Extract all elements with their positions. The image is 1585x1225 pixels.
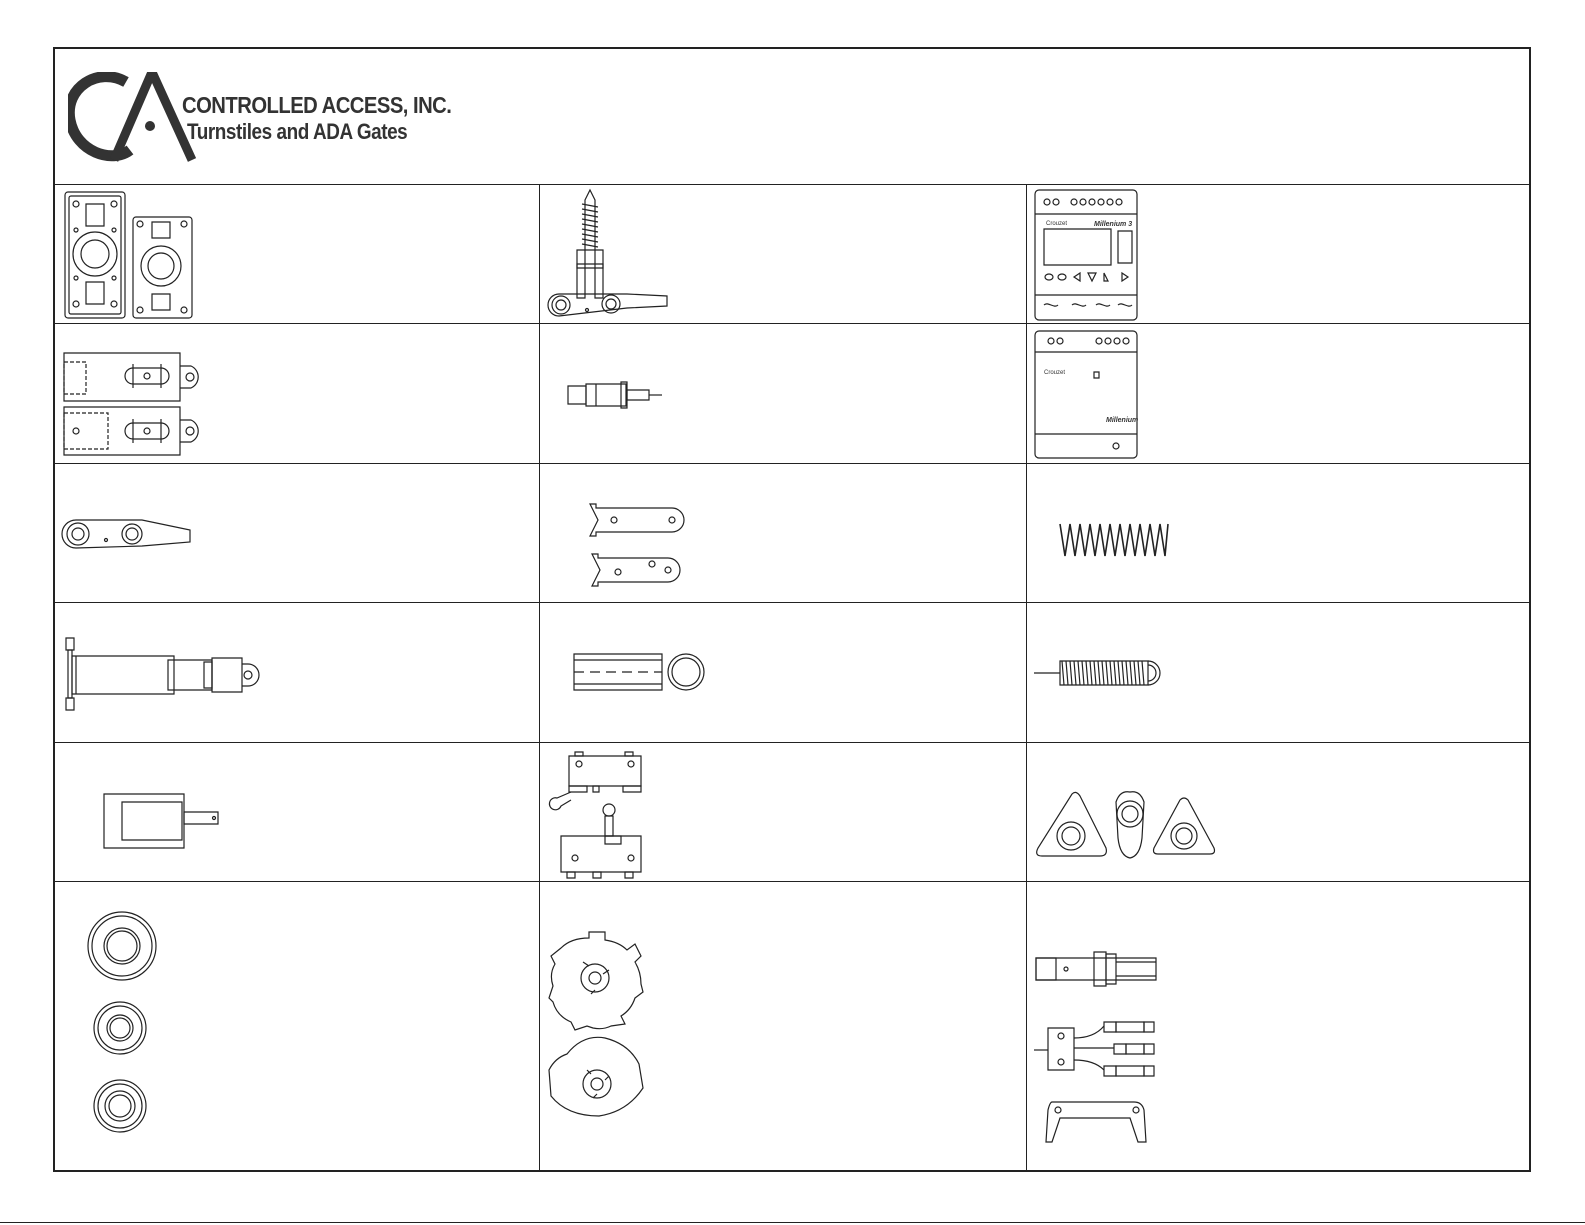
spring-pin-lever-icon (547, 190, 672, 320)
part-index-cams[interactable] (547, 926, 651, 1134)
compression-spring-icon (1058, 520, 1170, 560)
footer-rule (0, 1222, 1585, 1223)
part-cam-followers[interactable] (1034, 790, 1220, 860)
expansion-brand-label: Crouzet (1044, 370, 1066, 376)
part-compression-spring[interactable] (1058, 520, 1170, 560)
sensor-kit-icon (1034, 950, 1164, 1146)
index-cams-icon (547, 926, 651, 1134)
part-extension-spring[interactable] (1034, 657, 1166, 687)
part-lever-arm[interactable] (62, 518, 194, 550)
plunger-pin-icon (566, 382, 664, 410)
part-link-plates[interactable] (586, 500, 690, 590)
grid-line (53, 323, 1531, 324)
plc-expansion-icon (1034, 330, 1138, 460)
extension-spring-icon (1034, 657, 1166, 687)
micro-switches-icon (547, 752, 647, 888)
bearings-icon (86, 910, 158, 1138)
part-sensor-kit[interactable] (1034, 950, 1164, 1146)
grid-line (1026, 185, 1027, 1172)
bushing-sleeve-icon (572, 652, 708, 692)
cam-followers-icon (1034, 790, 1220, 860)
part-plunger-pin[interactable] (566, 382, 664, 410)
plc-controller-icon (1034, 189, 1138, 321)
mounting-plates-icon (64, 190, 194, 320)
company-tagline: Turnstiles and ADA Gates (187, 119, 408, 144)
part-micro-switches[interactable] (547, 752, 647, 888)
grid-line (53, 463, 1531, 464)
company-name: CONTROLLED ACCESS, INC. (182, 92, 452, 118)
part-solenoid-plates[interactable] (63, 350, 213, 460)
grid-line (53, 742, 1531, 743)
part-mounting-plates[interactable] (64, 190, 194, 320)
solenoid-icon (102, 792, 222, 850)
part-plc-expansion-module[interactable] (1034, 330, 1138, 460)
link-plates-icon (586, 500, 690, 590)
lever-arm-icon (62, 518, 194, 550)
grid-line (539, 185, 540, 1172)
part-bushing-sleeve[interactable] (572, 652, 708, 692)
part-solenoid[interactable] (102, 792, 222, 850)
part-shaft-assembly[interactable] (64, 636, 258, 712)
plc-series-label: Millenium 3 (1094, 221, 1133, 228)
part-spring-pin-lever-assembly[interactable] (547, 190, 672, 320)
grid-line (53, 602, 1531, 603)
solenoid-plates-icon (63, 350, 213, 460)
plc-brand-label: Crouzet (1046, 221, 1068, 227)
part-plc-controller[interactable] (1034, 189, 1138, 321)
expansion-series-label: Millenium (1106, 417, 1139, 424)
part-bearings[interactable] (86, 910, 158, 1138)
grid-line (53, 881, 1531, 882)
shaft-assembly-icon (64, 636, 258, 712)
parts-sheet-frame (53, 47, 1531, 1172)
